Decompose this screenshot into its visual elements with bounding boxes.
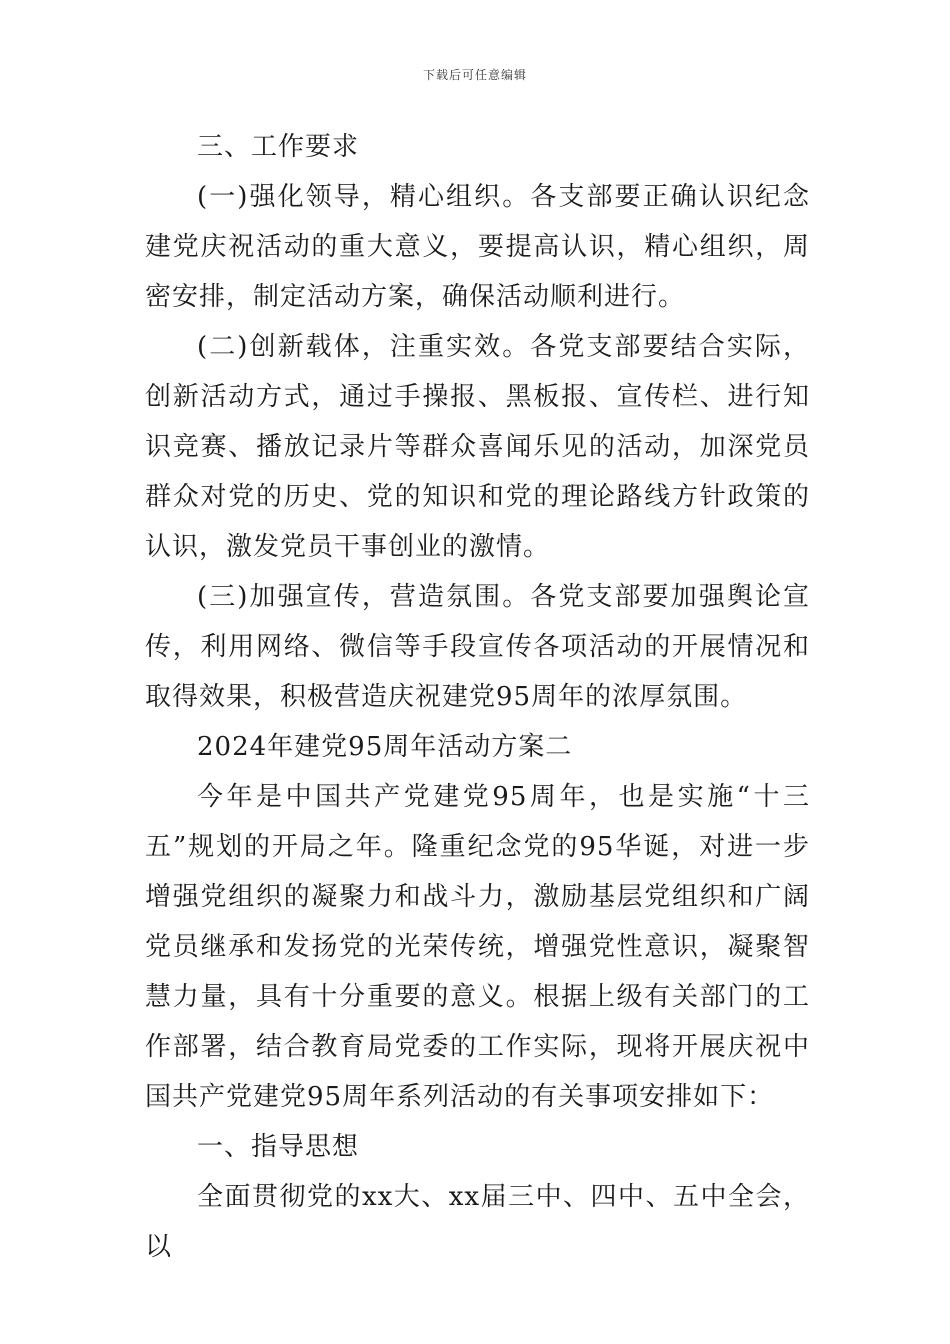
paragraph-item-3: (三)加强宣传，营造氛围。各党支部要加强舆论宣传，利用网络、微信等手段宣传各项活动的开展情况和取得效果，积极营造庆祝建党95周年的浓厚氛围。 [145, 582, 810, 712]
paragraph-item-1: (一)强化领导，精心组织。各支部要正确认识纪念建党庆祝活动的重大意义，要提高认识，精心组织，周密安排，制定活动方案，确保活动顺利进行。 [145, 182, 810, 312]
plan-two-title: 2024年建党95周年活动方案二 [197, 732, 573, 762]
section-heading-requirements: 三、工作要求 [197, 132, 360, 162]
paragraph-intro: 今年是中国共产党建党95周年，也是实施“十三五”规划的开局之年。隆重纪念党的95华诞，对进一步增强党组织的凝聚力和战斗力，激励基层党组织和广阔党员继承和发扬党的光荣传统，增强党性意识，凝聚智慧力量，具有十分重要的意义。根据上级有关部门的工作部署，结合教育局党委的工作实际，现将开展庆祝中国共产党建党95周年系列活动的有关事项安排如下： [145, 782, 810, 1112]
header-note: 下载后可任意编辑 [422, 68, 527, 82]
document-body [145, 122, 810, 1272]
paragraph-item-2: (二)创新载体，注重实效。各党支部要结合实际，创新活动方式，通过手操报、黑板报、宣传栏、进行知识竞赛、播放记录片等群众喜闻乐见的活动，加深党员群众对党的历史、党的知识和党的理论路线方针政策的认识，激发党员干事创业的激情。 [145, 332, 810, 562]
paragraph-guiding-thought: 全面贯彻党的xx大、xx届三中、四中、五中全会，以 [145, 1182, 810, 1262]
section-heading-guiding-thought: 一、指导思想 [197, 1132, 360, 1162]
